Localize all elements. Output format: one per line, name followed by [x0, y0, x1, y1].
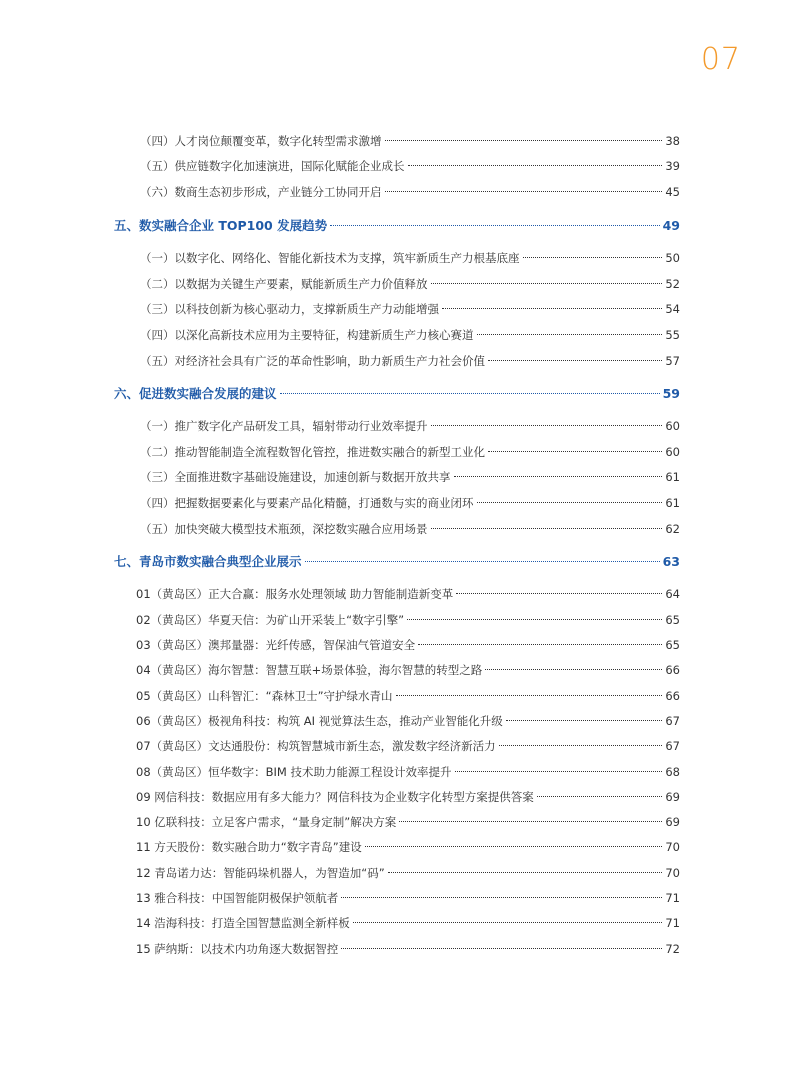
- dot-leader: [396, 695, 663, 696]
- toc-entry-page: 71: [665, 916, 680, 930]
- toc-entry-title: 11 方天股份：数实融合助力“数字青岛”建设: [136, 840, 362, 854]
- dot-leader: [365, 846, 663, 847]
- toc-entry-title: （三）以科技创新为核心驱动力，支撑新质生产力动能增强: [140, 302, 439, 316]
- toc-entry-page: 67: [665, 714, 680, 728]
- dot-leader: [399, 821, 662, 822]
- toc-entry-title: 02（黄岛区）华夏天信：为矿山开采装上“数字引擎”: [136, 613, 405, 627]
- toc-entry-page: 62: [665, 522, 680, 536]
- toc-entry-title: 08（黄岛区）恒华数字：BIM 技术助力能源工程设计效率提升: [136, 765, 452, 779]
- toc-section-entry[interactable]: [114, 553, 680, 571]
- toc-entry-title: 14 浩海科技：打造全国智慧监测全新样板: [136, 916, 350, 930]
- toc-entry-page: 72: [665, 942, 680, 956]
- toc-entry[interactable]: [140, 249, 680, 267]
- toc-entry-title: 09 网信科技：数据应用有多大能力？网信科技为企业数字化转型方案提供答案: [136, 790, 534, 804]
- dot-leader: [431, 283, 663, 284]
- toc-entry-page: 67: [665, 739, 680, 753]
- toc-entry[interactable]: [136, 687, 680, 705]
- toc-entry-page: 50: [665, 251, 680, 265]
- toc-entry-title: （四）人才岗位颠覆变革，数字化转型需求激增: [140, 134, 382, 148]
- toc-entry[interactable]: [136, 940, 680, 958]
- toc-entry-title: （一）以数字化、网络化、智能化新技术为支撑，筑牢新质生产力根基底座: [140, 251, 520, 265]
- toc-entry-title: （五）供应链数字化加速演进，国际化赋能企业成长: [140, 159, 405, 173]
- toc-entry-title: （四）把握数据要素化与要素产品化精髓，打通数与实的商业闭环: [140, 496, 474, 510]
- toc-entry-title: （五）对经济社会具有广泛的革命性影响，助力新质生产力社会价值: [140, 354, 485, 368]
- toc-entry-page: 66: [665, 689, 680, 703]
- toc-section-entry[interactable]: [114, 217, 680, 235]
- toc-entry-page: 70: [665, 866, 680, 880]
- toc-entry-page: 60: [665, 419, 680, 433]
- toc-entry[interactable]: [140, 494, 680, 512]
- toc-entry-title: 10 亿联科技：立足客户需求，“量身定制”解决方案: [136, 815, 397, 829]
- toc-entry-page: 63: [662, 554, 680, 569]
- toc-entry-page: 65: [665, 638, 680, 652]
- toc-entry-page: 59: [662, 386, 680, 401]
- dot-leader: [418, 644, 662, 645]
- toc-entry-title: （二）推动智能制造全流程数智化管控，推进数实融合的新型工业化: [140, 445, 485, 459]
- toc-entry-page: 60: [665, 445, 680, 459]
- toc-entry[interactable]: [140, 443, 680, 461]
- dot-leader: [407, 619, 662, 620]
- toc-entry-title: 05（黄岛区）山科智汇：“森林卫士”守护绿水青山: [136, 689, 393, 703]
- dot-leader: [454, 476, 663, 477]
- dot-leader: [280, 393, 660, 394]
- toc-entry-page: 45: [665, 185, 680, 199]
- toc-entry-page: 61: [665, 496, 680, 510]
- toc-entry-page: 69: [665, 815, 680, 829]
- dot-leader: [341, 897, 662, 898]
- toc-entry[interactable]: [136, 838, 680, 856]
- toc-entry-page: 66: [665, 663, 680, 677]
- dot-leader: [506, 720, 663, 721]
- toc-entry[interactable]: [136, 737, 680, 755]
- dot-leader: [442, 308, 662, 309]
- toc-entry[interactable]: [136, 763, 680, 781]
- toc-entry-page: 65: [665, 613, 680, 627]
- dot-leader: [485, 669, 662, 670]
- dot-leader: [488, 451, 662, 452]
- toc-entry-title: 12 青岛诺力达：智能码垛机器人，为智造加“码”: [136, 866, 385, 880]
- dot-leader: [388, 872, 663, 873]
- toc-entry-page: 54: [665, 302, 680, 316]
- dot-leader: [477, 334, 663, 335]
- toc-entry-page: 68: [665, 765, 680, 779]
- toc-entry-title: 七、青岛市数实融合典型企业展示: [114, 554, 302, 569]
- toc-entry-page: 64: [665, 587, 680, 601]
- dot-leader: [523, 257, 663, 258]
- toc-entry[interactable]: [136, 712, 680, 730]
- toc-entry[interactable]: [140, 300, 680, 318]
- toc-entry[interactable]: [136, 661, 680, 679]
- toc-entry[interactable]: [140, 132, 680, 150]
- toc-entry-title: 15 萨纳斯：以技术内功角逐大数据智控: [136, 942, 339, 956]
- toc-entry[interactable]: [140, 157, 680, 175]
- toc-entry[interactable]: [140, 326, 680, 344]
- toc-entry[interactable]: [136, 788, 680, 806]
- dot-leader: [455, 771, 663, 772]
- toc-entry-page: 70: [665, 840, 680, 854]
- toc-entry-title: （四）以深化高新技术应用为主要特征，构建新质生产力核心赛道: [140, 328, 474, 342]
- toc-entry-page: 38: [665, 134, 680, 148]
- dot-leader: [353, 922, 663, 923]
- dot-leader: [431, 528, 663, 529]
- dot-leader: [385, 191, 663, 192]
- toc-entry-page: 52: [665, 277, 680, 291]
- toc-entry[interactable]: [136, 636, 680, 654]
- dot-leader: [499, 745, 663, 746]
- toc-entry-page: 55: [665, 328, 680, 342]
- toc-entry-title: （一）推广数字化产品研发工具，辐射带动行业效率提升: [140, 419, 428, 433]
- toc-entry-page: 39: [665, 159, 680, 173]
- toc-entry[interactable]: [140, 468, 680, 486]
- toc-entry[interactable]: [136, 813, 680, 831]
- toc-entry-page: 71: [665, 891, 680, 905]
- toc-entry-title: （二）以数据为关键生产要素，赋能新质生产力价值释放: [140, 277, 428, 291]
- dot-leader: [456, 593, 662, 594]
- dot-leader: [477, 502, 663, 503]
- toc-entry[interactable]: [136, 889, 680, 907]
- toc-entry-title: 六、促进数实融合发展的建议: [114, 386, 277, 401]
- dot-leader: [431, 425, 663, 426]
- toc-entry-title: 04（黄岛区）海尔智慧：智慧互联+场景体验，海尔智慧的转型之路: [136, 663, 483, 677]
- toc-entry[interactable]: [140, 520, 680, 538]
- dot-leader: [330, 225, 659, 226]
- toc-entry-page: 61: [665, 470, 680, 484]
- toc-entry[interactable]: [136, 914, 680, 932]
- page-number: 07: [700, 42, 741, 77]
- dot-leader: [537, 796, 663, 797]
- dot-leader: [385, 140, 663, 141]
- toc-entry[interactable]: [140, 275, 680, 293]
- toc-entry-title: （五）加快突破大模型技术瓶颈，深挖数实融合应用场景: [140, 522, 428, 536]
- toc-entry[interactable]: [140, 417, 680, 435]
- toc-entry-page: 49: [662, 218, 680, 233]
- toc-entry-page: 57: [665, 354, 680, 368]
- dot-leader: [305, 561, 660, 562]
- toc-entry-title: 07（黄岛区）文达通股份：构筑智慧城市新生态，激发数字经济新活力: [136, 739, 496, 753]
- toc-entry-title: （三）全面推进数字基础设施建设，加速创新与数据开放共享: [140, 470, 451, 484]
- dot-leader: [488, 360, 662, 361]
- toc-entry-page: 69: [665, 790, 680, 804]
- toc-entry-title: 13 雅合科技：中国智能阴极保护领航者: [136, 891, 339, 905]
- dot-leader: [341, 948, 662, 949]
- dot-leader: [408, 165, 663, 166]
- toc-entry-title: 五、数实融合企业 TOP100 发展趋势: [114, 218, 328, 233]
- toc-entry-title: 01（黄岛区）正大合赢：服务水处理领域 助力智能制造新变革: [136, 587, 454, 601]
- toc-section-entry[interactable]: [114, 385, 680, 403]
- toc-entry-title: （六）数商生态初步形成，产业链分工协同开启: [140, 185, 382, 199]
- toc-entry[interactable]: [136, 611, 680, 629]
- toc-entry[interactable]: [140, 352, 680, 370]
- toc-entry[interactable]: [136, 585, 680, 603]
- toc-entry[interactable]: [136, 864, 680, 882]
- toc-entry-title: 03（黄岛区）澳邦量器：光纤传感，智保油气管道安全: [136, 638, 416, 652]
- toc-entry[interactable]: [140, 183, 680, 201]
- toc-entry-title: 06（黄岛区）极视角科技：构筑 AI 视觉算法生态，推动产业智能化升级: [136, 714, 503, 728]
